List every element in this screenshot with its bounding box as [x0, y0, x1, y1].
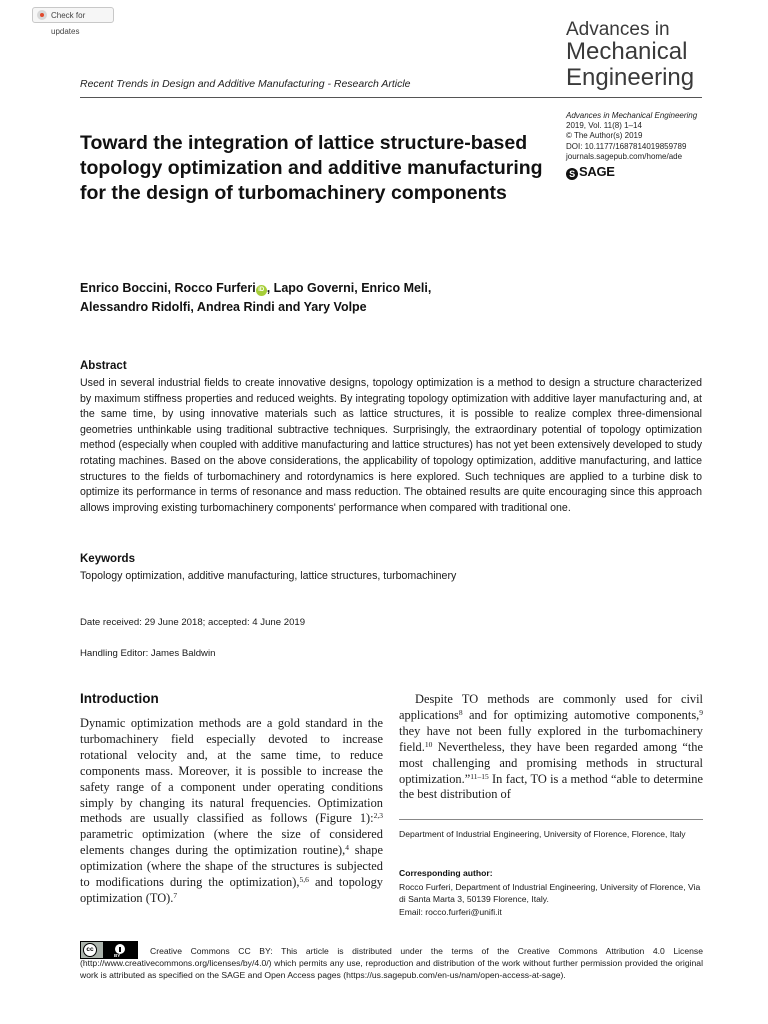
cc-icon: cc — [83, 943, 97, 957]
license-text: Creative Commons CC BY: This article is distributed under the terms of the Creative Commons Attribution 4.0 License (http://www.creativecommons.org/licenses/by/4.0/) which permits any use, reproduction and distribution of the work without further permission provided the original work is attributed as specified on the SAGE and Open Access pages (https://us.sagepub.com/en-us/nam/open-access-at-sage). — [80, 946, 703, 981]
journal-logo-line2: Mechanical — [566, 38, 688, 65]
citation[interactable]: 7 — [173, 890, 178, 900]
orcid-icon[interactable]: iD — [256, 285, 267, 296]
footnote-divider — [399, 819, 703, 820]
intro-c2-t2: and for optimizing automotive components, — [462, 707, 700, 722]
intro-c1-t4: and topology optimization (TO). — [80, 875, 383, 905]
intro-c2-t4: Nevertheless, they have been regarded among “the most challenging and promising methods in structural optimization.” — [399, 739, 703, 786]
journal-logo-line1: Advances in — [566, 19, 670, 40]
authors-part1: Enrico Boccini, Rocco Furferi — [80, 281, 256, 295]
dates-received: Date received: 29 June 2018; accepted: 4 June 2019 — [80, 617, 306, 628]
author-affiliation: Department of Industrial Engineering, University of Florence, Florence, Italy — [399, 829, 686, 839]
citation[interactable]: 10 — [424, 739, 433, 749]
header-divider — [80, 97, 702, 98]
intro-column-2 — [399, 692, 703, 803]
intro-c2-t1: Despite TO methods are commonly used for civil applications — [399, 692, 703, 722]
journal-logo-line3: Engineering — [566, 64, 695, 91]
meta-copyright: © The Author(s) 2019 — [566, 131, 643, 141]
sage-logo — [566, 164, 615, 180]
keywords-text: Topology optimization, additive manufacturing, lattice structures, turbomachinery — [80, 570, 457, 582]
corresponding-author-address: Rocco Furferi, Department of Industrial Engineering, University of Florence, Via di Santa Marta 3, 50139 Florence, Italy. — [399, 882, 701, 905]
corresponding-author-heading: Corresponding author: — [399, 868, 493, 878]
citation[interactable]: 5,6 — [299, 875, 309, 885]
article-series: Recent Trends in Design and Additive Manufacturing - Research Article — [80, 78, 411, 90]
article-title: Toward the integration of lattice structure-based topology optimization and additive manufacturing for the design of turbomachinery components — [80, 132, 543, 204]
intro-column-1 — [80, 716, 383, 907]
intro-c2-t5: In fact, TO is a method “able to determine the best distribution of — [399, 771, 703, 802]
citation[interactable]: 4 — [345, 843, 350, 853]
meta-url[interactable]: journals.sagepub.com/home/ade — [566, 151, 683, 161]
author-list — [80, 279, 550, 316]
citation[interactable]: 8 — [458, 707, 463, 717]
authors-part2: , Lapo Governi, Enrico Meli, — [266, 281, 432, 295]
sage-logo-icon: S — [566, 168, 578, 180]
by-label: BY — [114, 953, 121, 958]
keywords-heading: Keywords — [80, 553, 135, 565]
meta-doi[interactable]: DOI: 10.1177/1687814019859789 — [566, 141, 687, 151]
sage-logo-text: SAGE — [579, 164, 615, 179]
handling-editor: Handling Editor: James Baldwin — [80, 648, 216, 659]
intro-c2-t3: they have not been fully explored in the turbomachinery field. — [399, 723, 703, 754]
article-meta — [566, 111, 697, 162]
check-updates-label: Check for updates — [51, 11, 86, 36]
citation[interactable]: 2,3 — [373, 811, 383, 821]
introduction-heading: Introduction — [80, 691, 159, 706]
corresponding-author-email[interactable]: Email: rocco.furferi@unifi.it — [399, 906, 502, 917]
corresponding-author-details — [399, 881, 703, 918]
intro-c1-t3: shape optimization (where the shape of the structures is subjected to modifications during the optimization), — [80, 843, 384, 890]
license-statement — [80, 945, 703, 982]
meta-journal-name: Advances in Mechanical Engineering — [566, 111, 698, 120]
intro-c1-t2: parametric optimization (where the size of considered elements changes during the optimization routine), — [80, 827, 383, 858]
journal-logo — [566, 20, 694, 90]
check-for-updates-badge[interactable] — [32, 7, 114, 36]
intro-c1-t1: Dynamic optimization methods are a gold standard in the turbomachinery field especially devoted to increase rotational velocity and, at the same time, to reduce components mass. Moreover, it is possible to increase the safety range of a component under operating conditions simply by changing its natural frequencies. Optimization methods are usually classified as follows (Figure 1): — [80, 716, 383, 826]
abstract-text: Used in several industrial fields to create innovative designs, topology optimization is a method to design a structure characterized by maximum stiffness properties and reduced weights. By integrating topology optimization with additive layer manufacturing and, at the same time, by using innovative materials such as lattice structures, it is possible to realize complex three-dimensional geometries unthinkable using traditional subtractive techniques. Surprisingly, the extraordinary potential of topology optimization method (especially when coupled with additive manufacturing and lattice structures) has not yet been extensively developed to study rotating machines. Based on the above considerations, the applicability of topology optimization, additive manufacturing, and lattice structures to the fields of turbomachinery and rotordynamics is here explored. Such techniques are applied to a turbine disk to optimize its performance in terms of resonance and mass reduction. The obtained results are quite encouraging since this approach allows improving existing turbomachinery components' performance when compared with traditional one. — [80, 377, 702, 514]
abstract-heading: Abstract — [80, 360, 127, 372]
meta-volume: 2019, Vol. 11(8) 1–14 — [566, 121, 642, 131]
check-updates-icon — [37, 10, 47, 20]
authors-part3: Alessandro Ridolfi, Andrea Rindi and Yary Volpe — [80, 299, 367, 314]
citation[interactable]: 11–15 — [470, 771, 489, 781]
citation[interactable]: 9 — [699, 707, 703, 717]
